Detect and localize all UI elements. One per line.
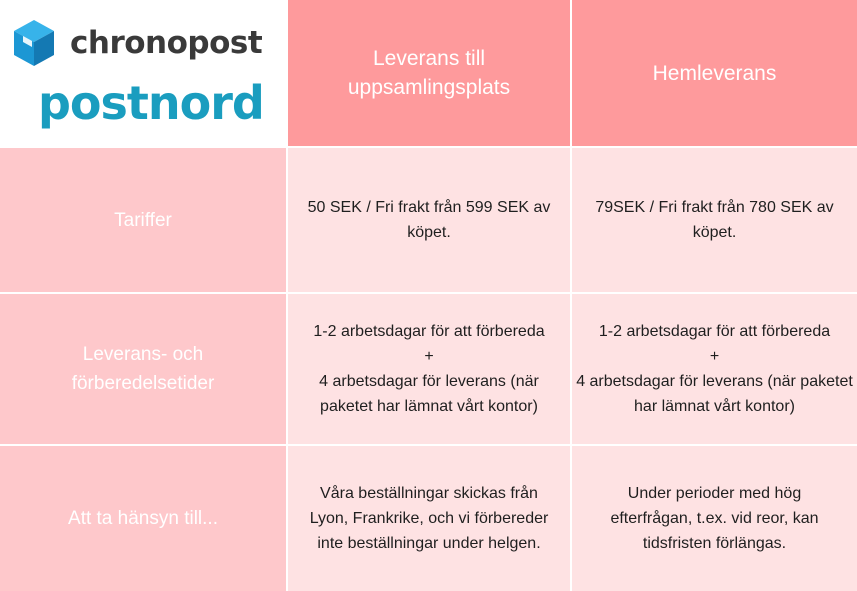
cell-times-home xyxy=(572,294,857,444)
row-label-considerations: Att ta hänsyn till... xyxy=(0,446,286,591)
cell-times-pickup xyxy=(288,294,570,444)
prep-time-text: 1-2 arbetsdagar för att förbereda xyxy=(313,323,545,340)
column-header-home: Hemleverans xyxy=(572,0,857,146)
chronopost-logo xyxy=(12,18,262,68)
delivery-time-text: 4 arbetsdagar för leverans (när paketet har lämnat vårt kontor) xyxy=(576,373,853,415)
cell-tariff-pickup: 50 SEK / Fri frakt från 599 SEK av köpet. xyxy=(288,148,570,292)
row-label-delivery-times: Leverans- och förberedelsetider xyxy=(0,294,286,444)
chronopost-cube-icon xyxy=(12,18,56,68)
column-header-pickup: Leverans till uppsamlingsplats xyxy=(288,0,570,146)
cell-note-home: Under perioder med hög efterfrågan, t.ex. vid reor, kan tidsfristen förlängas. xyxy=(572,446,857,591)
plus-sign: + xyxy=(709,348,720,365)
row-label-tariffs: Tariffer xyxy=(0,148,286,292)
prep-time-text: 1-2 arbetsdagar för att förbereda xyxy=(598,323,831,340)
cell-note-pickup: Våra beställningar skickas från Lyon, Frankrike, och vi förbereder inte beställningar under helgen. xyxy=(288,446,570,591)
postnord-logo: postnord xyxy=(38,76,264,130)
chronopost-wordmark: chronopost xyxy=(70,25,263,61)
plus-sign: + xyxy=(424,348,434,365)
delivery-time-text: 4 arbetsdagar för leverans (när paketet har lämnat vårt kontor) xyxy=(319,373,539,415)
cell-tariff-home: 79SEK / Fri frakt från 780 SEK av köpet. xyxy=(572,148,857,292)
logo-cell xyxy=(0,0,286,146)
